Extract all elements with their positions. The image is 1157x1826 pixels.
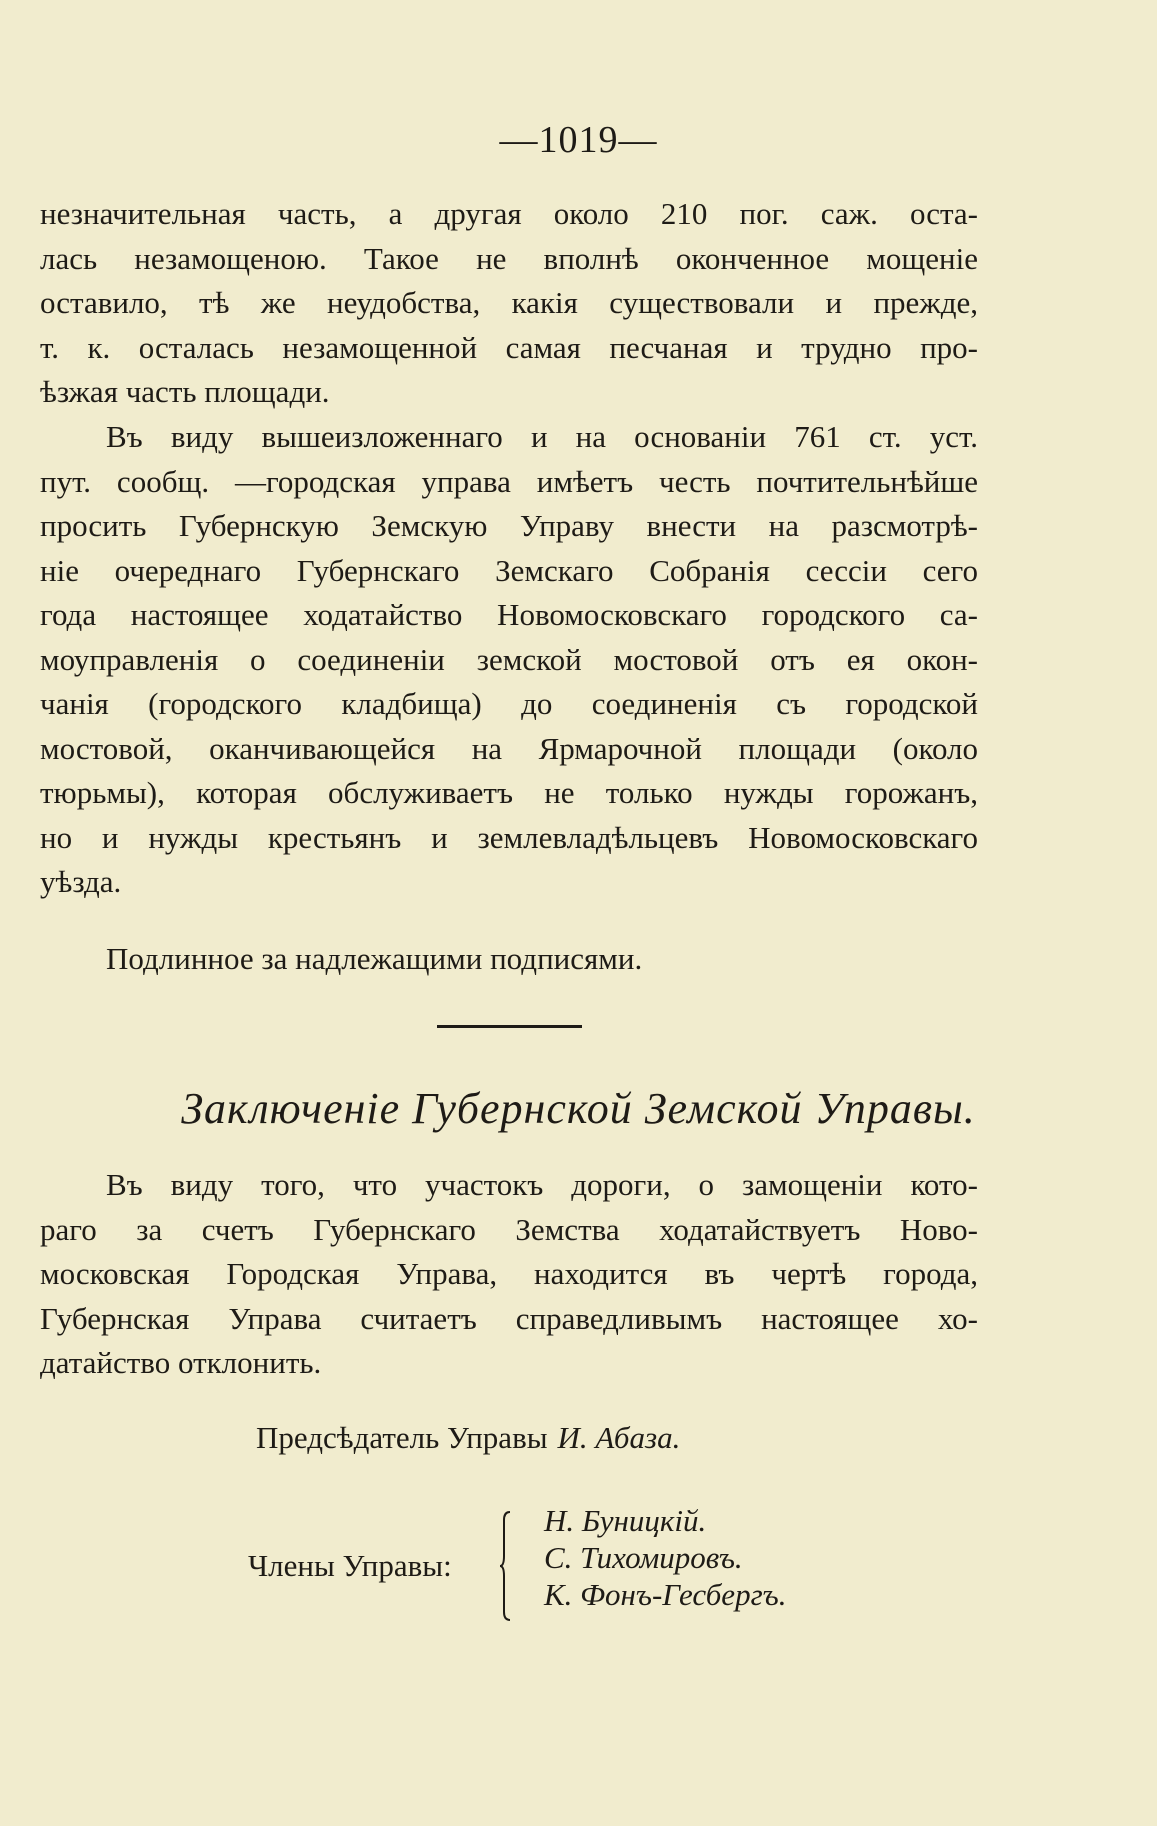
text-line: т. к. осталась незамощенной самая песчаная и трудно про- <box>40 329 978 365</box>
text-line: лась незамощеною. Такое не вполнѣ оконченное мощеніе <box>40 240 978 276</box>
text-line: незначительная часть, а другая около 210 пог. саж. оста- <box>40 196 978 231</box>
member-name: К. Фонъ-Гесбергъ. <box>544 1577 787 1612</box>
paragraph-1 <box>40 192 978 415</box>
text-line: московская Городская Управа, находится въ чертѣ города, <box>40 1256 978 1291</box>
text-line: просить Губернскую Земскую Управу внести на разсмотрѣ- <box>40 508 978 543</box>
member-name: Н. Буницкій. <box>544 1503 707 1538</box>
section-heading: Заключеніе Губернской Земской Управы. <box>181 1084 976 1133</box>
text-line: пут. сообщ. —городская управа имѣетъ честь почтительнѣйше <box>40 463 978 499</box>
left-brace-icon <box>500 1510 512 1622</box>
text-line: уѣзда. <box>40 864 122 899</box>
text-line: мостовой, оканчивающейся на Ярмарочной площади (около <box>40 730 978 766</box>
paragraph-3 <box>40 937 978 982</box>
members-label: Члены Управы: <box>248 1548 452 1583</box>
text-line: моуправленія о соединеніи земской мостовой отъ ея окон- <box>40 641 978 677</box>
section-divider <box>437 1025 582 1028</box>
member-name: С. Тихомировъ. <box>544 1540 743 1575</box>
members-names <box>544 1502 787 1613</box>
text-line: оставило, тѣ же неудобства, какія существовали и прежде, <box>40 285 978 320</box>
text-line: Въ виду вышеизложеннаго и на основаніи 761 ст. уст. <box>106 419 978 454</box>
text-line: Въ виду того, что участокъ дороги, о замощеніи кото- <box>106 1167 978 1202</box>
text-line: но и нужды крестьянъ и землевладѣльцевъ Новомосковскаго <box>40 819 978 855</box>
page-number: —1019— <box>499 119 658 161</box>
text-line: ѣзжая часть площади. <box>40 374 330 409</box>
text-line: датайство отклонить. <box>40 1345 322 1380</box>
chairman-label: Предсѣдатель Управы <box>256 1420 548 1455</box>
paragraph-4 <box>40 1163 978 1386</box>
text-line: чанія (городского кладбища) до соединенія съ городской <box>40 686 978 721</box>
text-line: Подлинное за надлежащими подписями. <box>106 941 643 976</box>
chairman-signature: И. Абаза. <box>557 1420 681 1455</box>
text-line: года настоящее ходатайство Новомосковскаго городского са- <box>40 597 978 632</box>
text-line: Губернская Управа считаетъ справедливымъ настоящее хо- <box>40 1300 978 1336</box>
paragraph-2 <box>40 415 978 905</box>
chairman-signature-line <box>256 1416 680 1460</box>
text-line: тюрьмы), которая обслуживаетъ не только нужды горожанъ, <box>40 775 978 810</box>
text-line: ніе очереднаго Губернскаго Земскаго Собранія сессіи сего <box>40 552 978 588</box>
text-line: раго за счетъ Губернскаго Земства ходатайствуетъ Ново- <box>40 1211 978 1247</box>
